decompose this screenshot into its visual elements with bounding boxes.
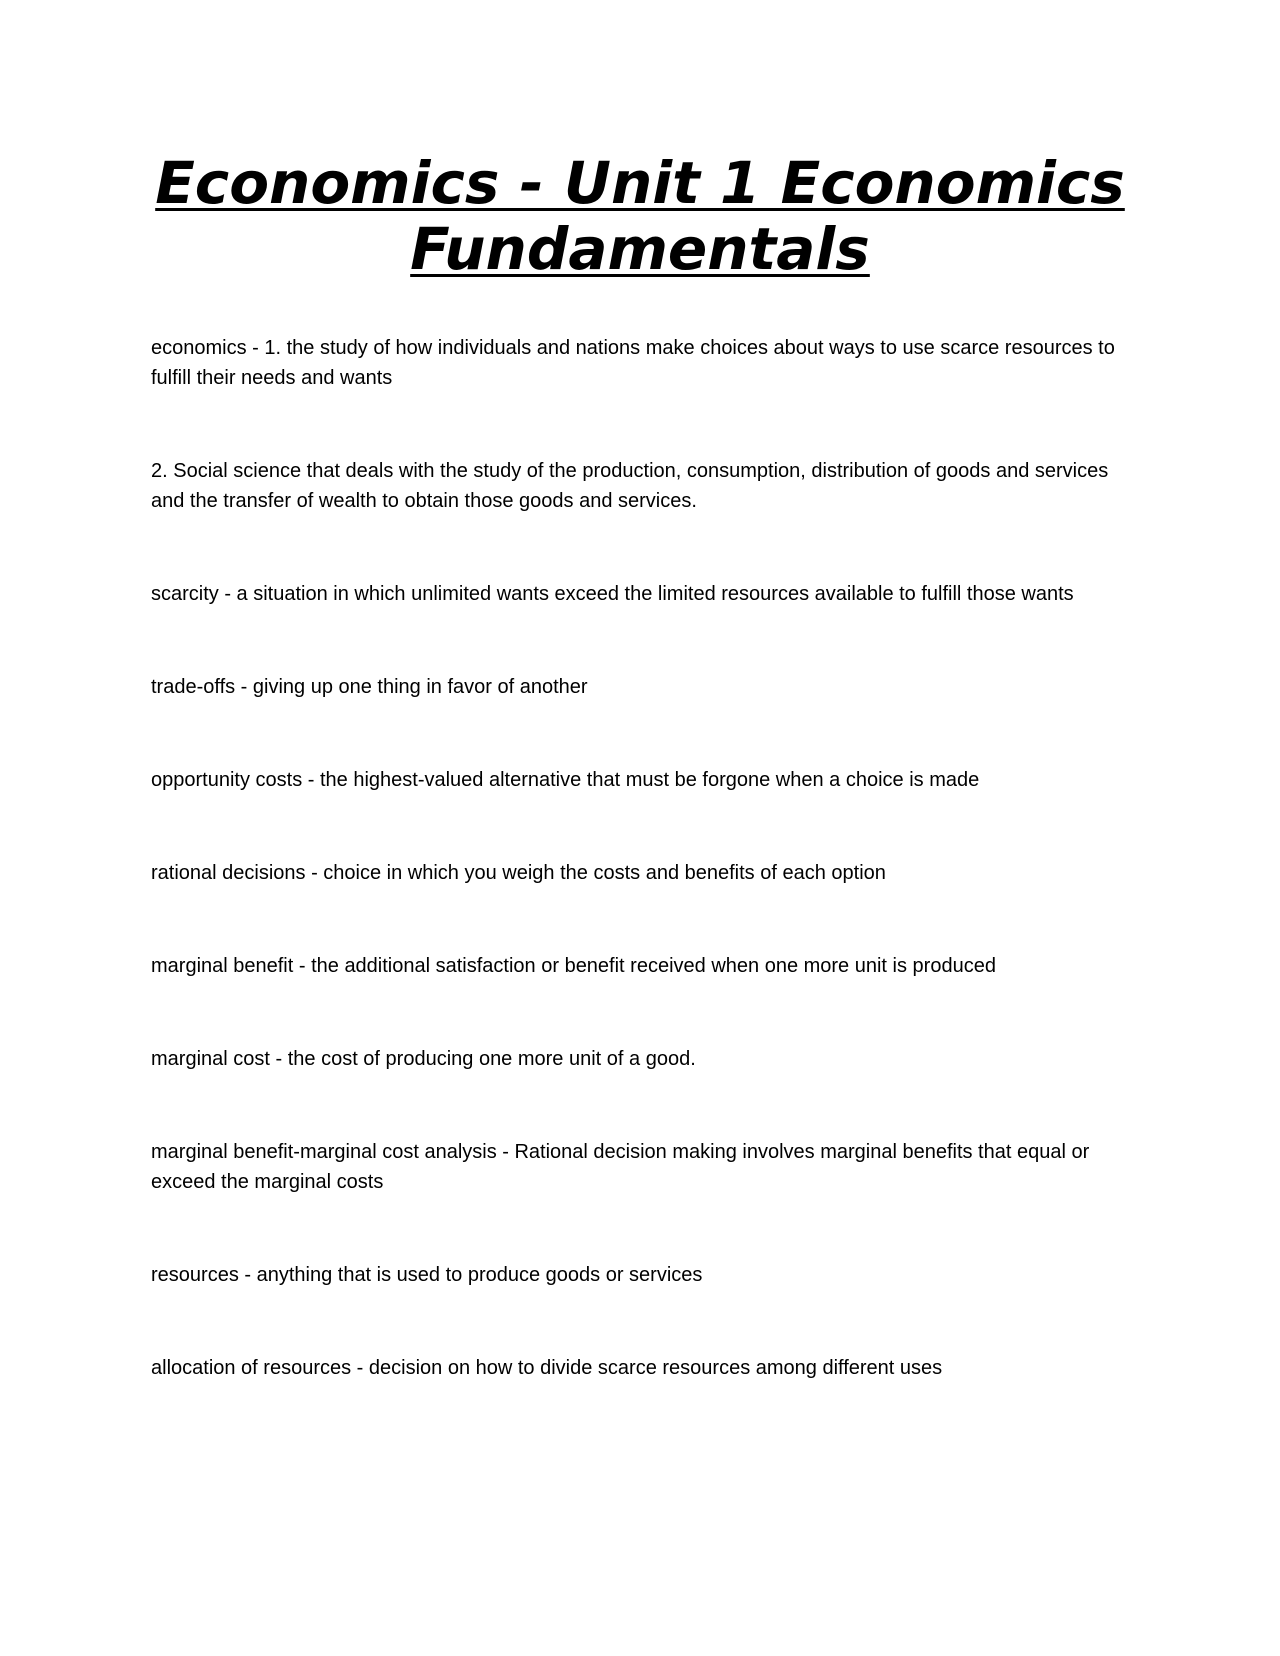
definition-entry-trade-offs: trade-offs - giving up one thing in favor of another — [151, 676, 588, 698]
document-title: Economics - Unit 1 Economics Fundamentals — [155, 149, 1125, 283]
definition-entry-rational-decisions: rational decisions - choice in which you weigh the costs and benefits of each option — [151, 862, 886, 884]
definition-entry-economics-2: 2. Social science that deals with the study of the production, consumption, distribution of goods and services and the transfer of wealth to obtain those goods and services. — [151, 460, 1109, 512]
definition-entry-marginal-cost: marginal cost - the cost of producing one more unit of a good. — [151, 1048, 696, 1070]
definition-list — [151, 333, 1131, 1446]
definition-entry-marginal-benefit: marginal benefit - the additional satisfaction or benefit received when one more unit is produced — [151, 955, 996, 977]
definition-entry-economics: economics - 1. the study of how individuals and nations make choices about ways to use scarce resources to fulfill their needs and wants — [151, 337, 1115, 389]
definition-entry-resources: resources - anything that is used to produce goods or services — [151, 1264, 703, 1286]
definition-entry-mb-mc-analysis: marginal benefit-marginal cost analysis - Rational decision making involves marginal benefits that equal or exceed the marginal costs — [151, 1141, 1090, 1193]
definition-entry-scarcity: scarcity - a situation in which unlimited wants exceed the limited resources available to fulfill those wants — [151, 583, 1074, 605]
definition-entry-allocation-of-resources: allocation of resources - decision on how to divide scarce resources among different uses — [151, 1357, 943, 1379]
definition-entry-opportunity-costs: opportunity costs - the highest-valued alternative that must be forgone when a choice is made — [151, 769, 980, 791]
